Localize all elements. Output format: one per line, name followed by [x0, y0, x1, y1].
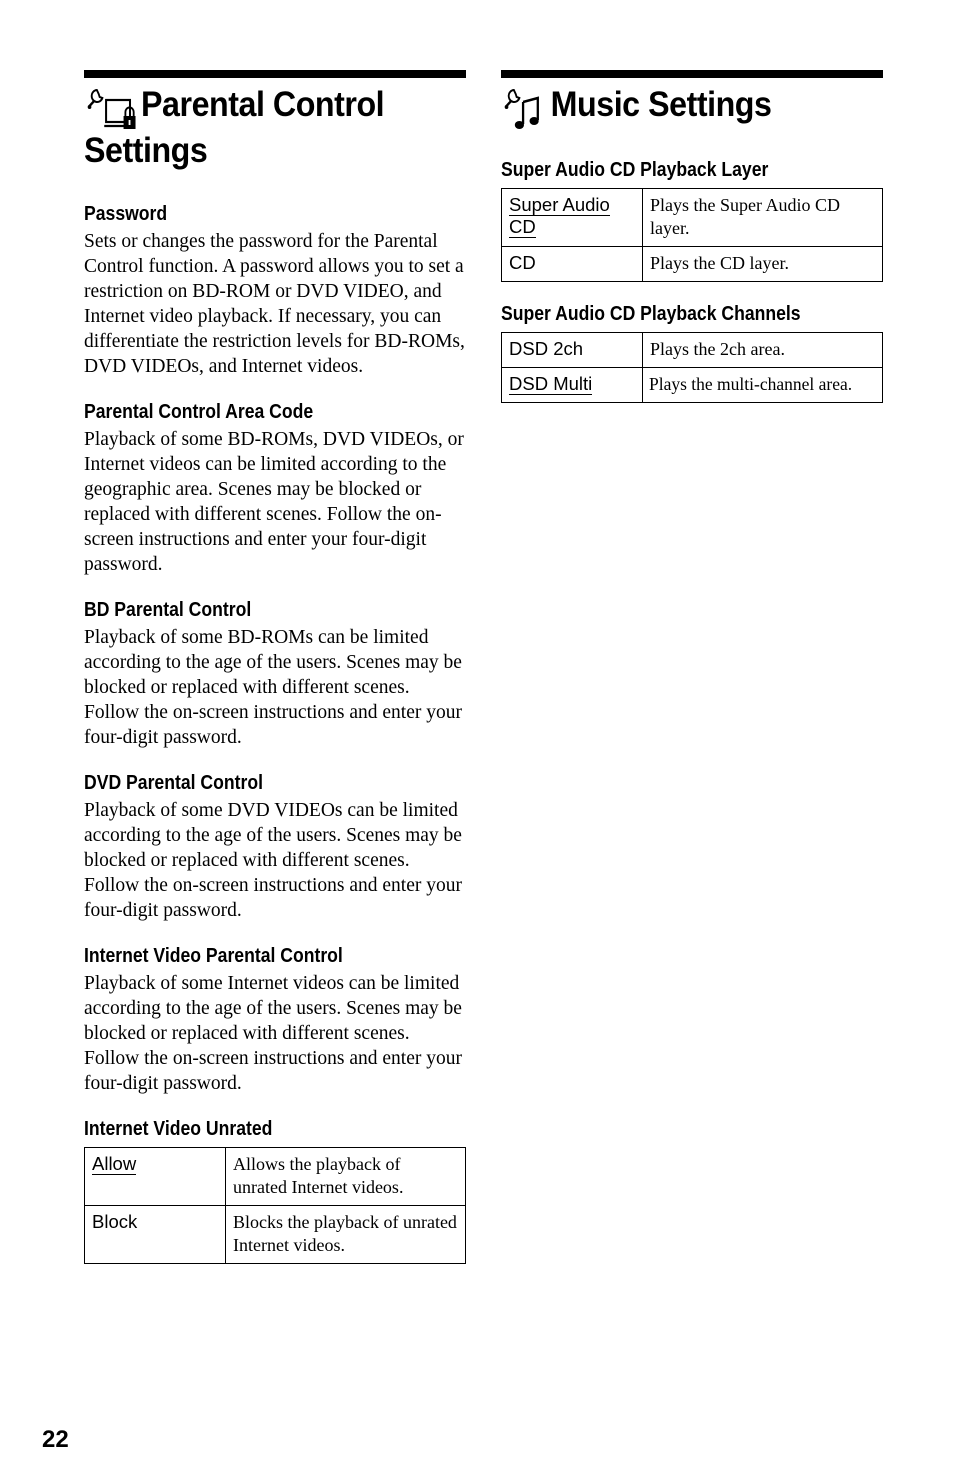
password-section: [84, 202, 466, 379]
parental-control-column: [84, 70, 466, 1264]
sacd-channels-heading: Super Audio CD Playback Channels: [501, 303, 801, 325]
table-row: [85, 1206, 466, 1264]
music-title-block: [501, 84, 883, 130]
option-default-cont: CD: [509, 216, 536, 237]
dvd-parental-heading: DVD Parental Control: [84, 772, 263, 794]
parental-title: [84, 84, 435, 172]
area-code-heading: Parental Control Area Code: [84, 401, 314, 423]
bd-parental-heading: BD Parental Control: [84, 599, 252, 621]
music-title: [501, 84, 852, 130]
parental-title-block: [84, 84, 466, 172]
parental-title-line1: Parental Control: [141, 85, 385, 124]
table-row: [502, 333, 883, 368]
internet-parental-heading: Internet Video Parental Control: [84, 945, 343, 967]
dvd-parental-section: [84, 771, 466, 923]
section-top-rule: [501, 70, 883, 78]
area-code-body: Playback of some BD-ROMs, DVD VIDEOs, or Internet videos can be limited according to the geographic area. Scenes may be blocked or replaced with different scenes. Follow the on-screen instructions and enter your four-digit password.: [84, 429, 464, 575]
option-default: Super Audio: [509, 194, 610, 215]
unrated-section: [84, 1117, 466, 1264]
table-row: [502, 189, 883, 247]
page-number: 22: [42, 1426, 69, 1453]
option-label: Block: [92, 1211, 138, 1232]
option-default: DSD Multi: [509, 373, 593, 394]
table-row: [85, 1148, 466, 1206]
area-code-section: [84, 400, 466, 577]
unrated-table: [84, 1147, 466, 1264]
option-label: DSD 2ch: [509, 338, 584, 359]
music-title-text: Music Settings: [550, 85, 772, 124]
description-cell: Plays the CD layer.: [643, 247, 883, 282]
internet-parental-body: Playback of some Internet videos can be limited according to the age of the users. Scenes may be blocked or replaced with different scenes. Follow the on-screen instructions and enter your four-digit password.: [84, 973, 462, 1094]
description-cell: Plays the 2ch area.: [643, 333, 883, 368]
section-top-rule: [84, 70, 466, 78]
option-default: Allow: [92, 1153, 137, 1174]
option-cell: [502, 189, 643, 247]
table-row: [502, 368, 883, 403]
sacd-channels-table: [501, 332, 883, 403]
wrench-screen-lock-icon: [84, 84, 141, 130]
description-cell: Plays the multi-channel area.: [643, 368, 883, 403]
option-cell: [502, 247, 643, 282]
description-cell: Allows the playback of unrated Internet videos.: [226, 1148, 466, 1206]
sacd-layer-heading: Super Audio CD Playback Layer: [501, 159, 769, 181]
option-cell: [502, 333, 643, 368]
sacd-layer-section: [501, 158, 883, 282]
password-body: Sets or changes the password for the Parental Control function. A password allows you to set a restriction on BD-ROM or DVD VIDEO, and Internet video playback. If necessary, you can differentiate the restriction levels for BD-ROMs, DVD VIDEOs, and Internet videos.: [84, 231, 465, 377]
wrench-music-note-icon: [501, 84, 551, 130]
music-settings-column: [501, 70, 883, 403]
description-cell: Blocks the playback of unrated Internet videos.: [226, 1206, 466, 1264]
table-row: [502, 247, 883, 282]
option-cell: [502, 368, 643, 403]
unrated-heading: Internet Video Unrated: [84, 1118, 273, 1140]
dvd-parental-body: Playback of some DVD VIDEOs can be limited according to the age of the users. Scenes may be blocked or replaced with different scenes. Follow the on-screen instructions and enter your four-digit password.: [84, 800, 462, 921]
internet-parental-section: [84, 944, 466, 1096]
password-heading: Password: [84, 203, 168, 225]
option-label: CD: [509, 252, 536, 273]
option-cell: [85, 1206, 226, 1264]
description-cell: Plays the Super Audio CD layer.: [643, 189, 883, 247]
bd-parental-section: [84, 598, 466, 750]
bd-parental-body: Playback of some BD-ROMs can be limited according to the age of the users. Scenes may be blocked or replaced with different scenes. Follow the on-screen instructions and enter your four-digit password.: [84, 627, 462, 748]
sacd-channels-section: [501, 302, 883, 403]
parental-title-line2: Settings: [84, 131, 208, 170]
sacd-layer-table: [501, 188, 883, 282]
option-cell: [85, 1148, 226, 1206]
